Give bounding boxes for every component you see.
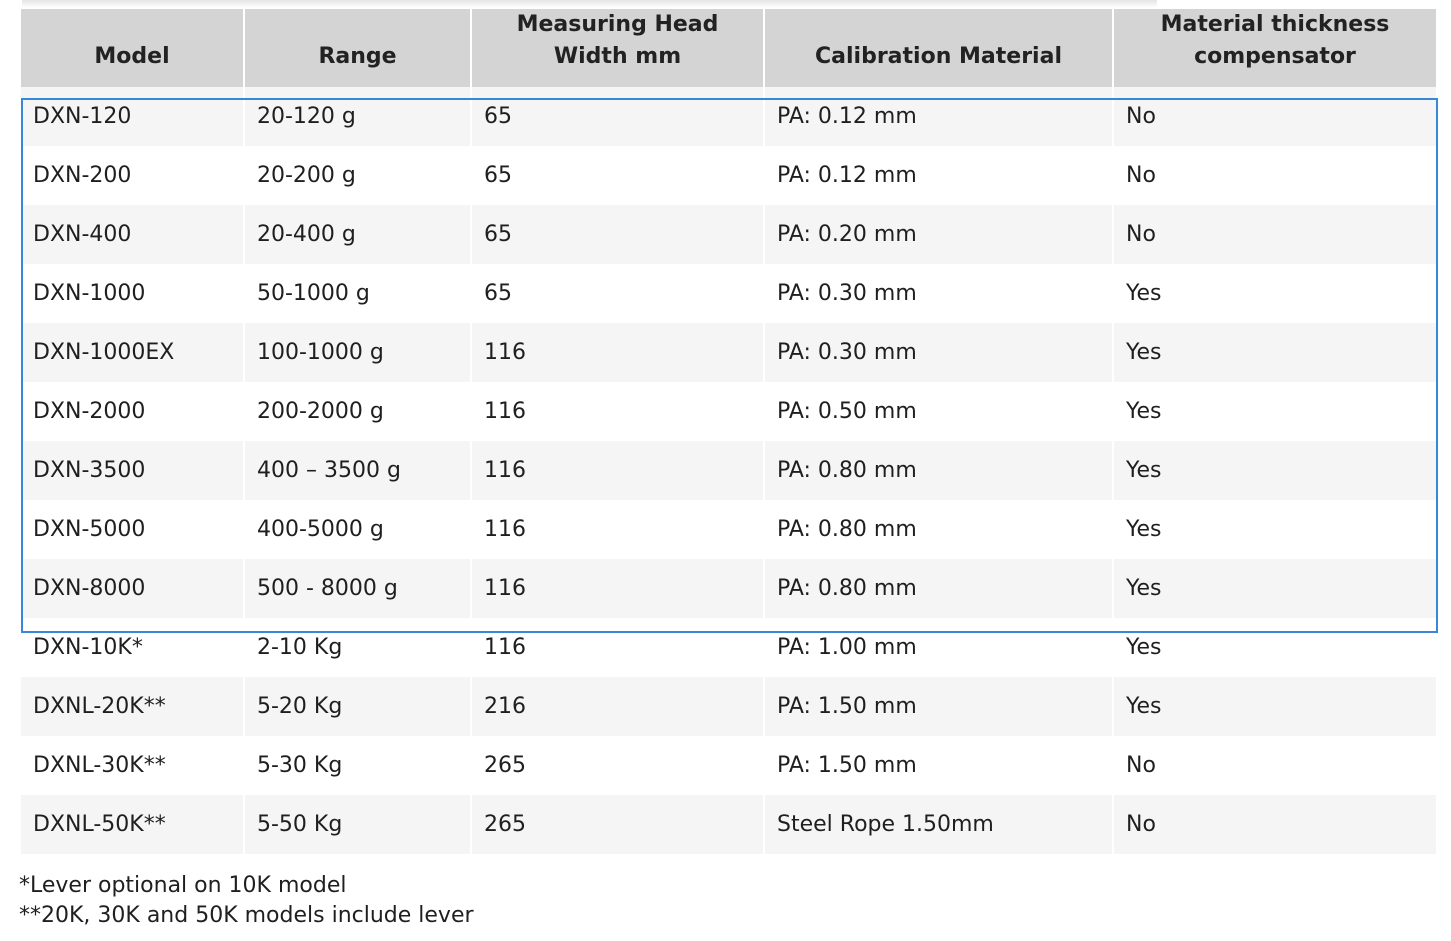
cell-head-width: 65 [471,87,764,146]
header-compensator-line2: compensator [1194,44,1356,69]
table-row [21,736,1436,795]
cell-range: 100-1000 g [244,323,471,382]
table-row [21,500,1436,559]
cell-range: 2-10 Kg [244,618,471,677]
cell-range: 50-1000 g [244,264,471,323]
cell-head-width: 265 [471,795,764,854]
cell-calibration-material: PA: 0.80 mm [764,441,1113,500]
cell-model: DXN-2000 [21,382,244,441]
cell-calibration-material: PA: 0.80 mm [764,500,1113,559]
header-thickness-compensator [1113,9,1436,87]
cell-range: 20-400 g [244,205,471,264]
cell-head-width: 116 [471,500,764,559]
table-row [21,441,1436,500]
header-head-width-line2: Width mm [553,44,682,69]
cell-thickness-compensator: Yes [1113,677,1436,736]
cell-range: 400-5000 g [244,500,471,559]
header-compensator-line1: Material thickness [1160,12,1390,37]
header-range [244,9,471,87]
cell-calibration-material: PA: 0.30 mm [764,323,1113,382]
cell-head-width: 116 [471,382,764,441]
header-calibration-material [764,9,1113,87]
cell-head-width: 65 [471,264,764,323]
header-calibration-label: Calibration Material [815,44,1062,69]
table-row [21,264,1436,323]
cell-thickness-compensator: No [1113,87,1436,146]
cell-calibration-material: PA: 0.80 mm [764,559,1113,618]
footnote-lever-included: **20K, 30K and 50K models include lever [19,903,474,928]
cell-thickness-compensator: Yes [1113,323,1436,382]
cell-model: DXN-8000 [21,559,244,618]
cell-model: DXNL-20K** [21,677,244,736]
table-header-row [21,9,1436,87]
header-model [21,9,244,87]
cell-model: DXN-1000EX [21,323,244,382]
cell-model: DXN-120 [21,87,244,146]
cell-range: 20-200 g [244,146,471,205]
header-model-label: Model [94,44,170,69]
table-row [21,677,1436,736]
cell-range: 400 – 3500 g [244,441,471,500]
cell-model: DXN-200 [21,146,244,205]
top-shadow [22,0,1157,8]
cell-model: DXN-3500 [21,441,244,500]
cell-range: 5-30 Kg [244,736,471,795]
cell-head-width: 116 [471,559,764,618]
table-body [21,87,1436,854]
cell-head-width: 65 [471,205,764,264]
cell-range: 5-20 Kg [244,677,471,736]
cell-head-width: 265 [471,736,764,795]
cell-thickness-compensator: No [1113,146,1436,205]
table-row [21,382,1436,441]
cell-thickness-compensator: No [1113,736,1436,795]
header-head-width-line1: Measuring Head [516,12,719,37]
cell-thickness-compensator: No [1113,795,1436,854]
cell-range: 5-50 Kg [244,795,471,854]
footnotes [19,871,474,931]
cell-calibration-material: Steel Rope 1.50mm [764,795,1113,854]
cell-thickness-compensator: Yes [1113,441,1436,500]
cell-model: DXN-5000 [21,500,244,559]
cell-thickness-compensator: Yes [1113,618,1436,677]
header-range-label: Range [318,44,397,69]
cell-range: 20-120 g [244,87,471,146]
cell-head-width: 116 [471,618,764,677]
table-row [21,146,1436,205]
cell-thickness-compensator: Yes [1113,382,1436,441]
table-row [21,205,1436,264]
table-row [21,87,1436,146]
cell-range: 200-2000 g [244,382,471,441]
cell-calibration-material: PA: 0.50 mm [764,382,1113,441]
cell-head-width: 116 [471,441,764,500]
cell-model: DXN-400 [21,205,244,264]
cell-thickness-compensator: No [1113,205,1436,264]
cell-calibration-material: PA: 1.50 mm [764,736,1113,795]
cell-calibration-material: PA: 0.12 mm [764,87,1113,146]
header-measuring-head-width [471,9,764,87]
table-row [21,559,1436,618]
table-row [21,618,1436,677]
cell-calibration-material: PA: 1.00 mm [764,618,1113,677]
cell-calibration-material: PA: 0.12 mm [764,146,1113,205]
cell-thickness-compensator: Yes [1113,559,1436,618]
cell-thickness-compensator: Yes [1113,500,1436,559]
cell-model: DXNL-30K** [21,736,244,795]
cell-range: 500 - 8000 g [244,559,471,618]
specifications-table [21,9,1436,854]
cell-head-width: 216 [471,677,764,736]
cell-calibration-material: PA: 0.20 mm [764,205,1113,264]
cell-model: DXNL-50K** [21,795,244,854]
table-row [21,323,1436,382]
cell-thickness-compensator: Yes [1113,264,1436,323]
cell-model: DXN-10K* [21,618,244,677]
footnote-lever-10k: *Lever optional on 10K model [19,873,347,898]
cell-head-width: 65 [471,146,764,205]
cell-head-width: 116 [471,323,764,382]
cell-calibration-material: PA: 0.30 mm [764,264,1113,323]
cell-calibration-material: PA: 1.50 mm [764,677,1113,736]
cell-model: DXN-1000 [21,264,244,323]
table-row [21,795,1436,854]
